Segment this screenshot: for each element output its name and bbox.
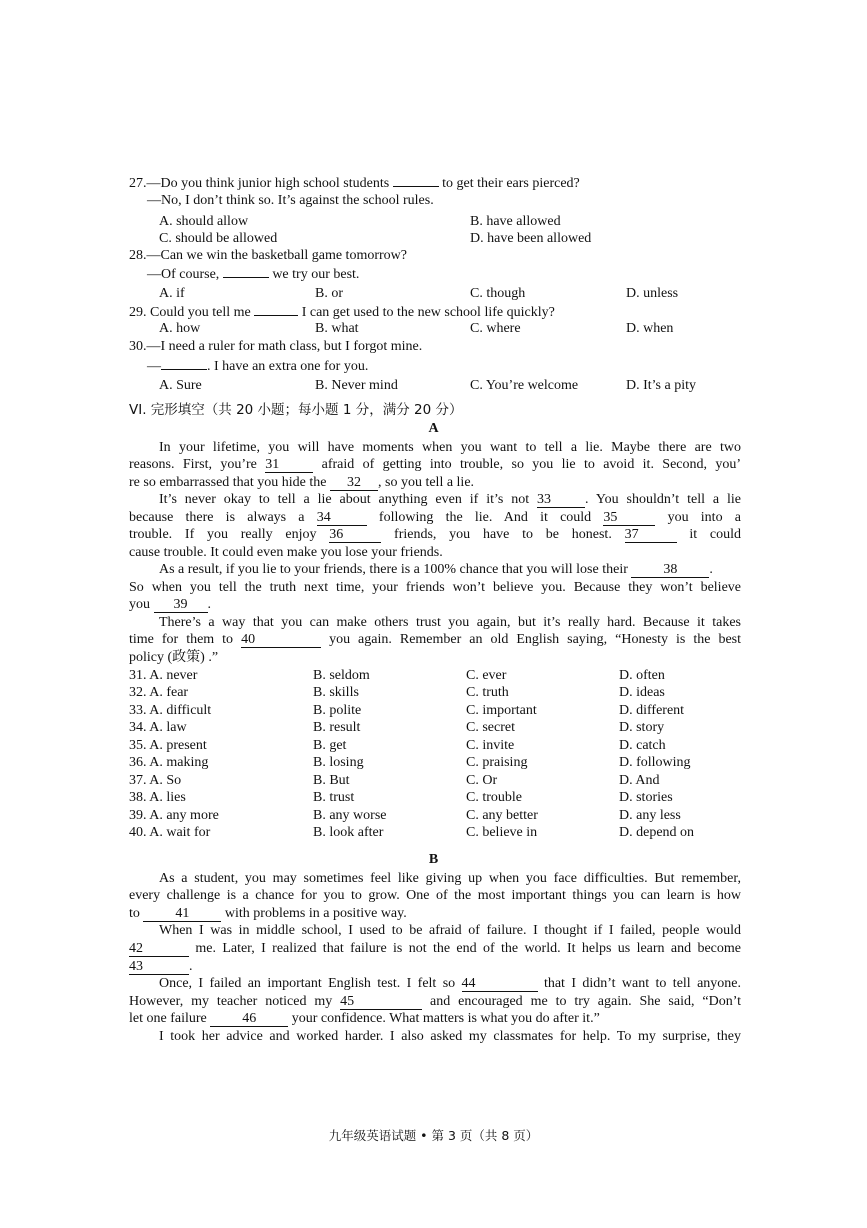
question-number: 30. — [129, 339, 147, 354]
question-27 — [129, 174, 580, 192]
option-row-36: 36. A. making — [129, 755, 209, 770]
passage-b-line: 43 . — [129, 959, 193, 974]
option-c: C. praising — [466, 755, 528, 770]
option-c: C. truth — [466, 685, 509, 700]
option-c: C. invite — [466, 738, 515, 753]
option-d: D. any less — [619, 808, 681, 823]
option-d: D. when — [626, 321, 674, 336]
option-row-31: 31. A. never — [129, 668, 198, 683]
passage-b-line: However, my teacher noticed my 45 and encouraged me to try again. She said, “Don’t — [129, 994, 741, 1009]
passage-b-line: every challenge is a chance for you to grow. One of the most important things you can learn is how — [129, 888, 741, 903]
option-c: C. should be allowed — [159, 231, 278, 246]
option-c: C. Or — [466, 773, 498, 788]
section-heading: VI. 完形填空（共 20 小题；每小题 1 分，满分 20 分） — [129, 402, 463, 418]
page-footer: 九年级英语试题 • 第 3 页（共 8 页） — [328, 1128, 539, 1143]
cloze-blank-36: 36 — [329, 528, 381, 543]
option-d: D. story — [619, 720, 665, 735]
option-b: B. losing — [313, 755, 364, 770]
cloze-blank-34: 34 — [317, 511, 367, 526]
option-c: C. ever — [466, 668, 507, 683]
option-b: B. get — [313, 738, 347, 753]
option-d: D. stories — [619, 790, 673, 805]
cloze-blank-31: 31 — [265, 458, 313, 473]
reply-text: we try our best. — [272, 267, 360, 282]
option-d: D. catch — [619, 738, 666, 753]
option-a: A. if — [159, 286, 185, 301]
option-b: B. or — [315, 286, 343, 301]
question-text: to get their ears pierced? — [442, 176, 580, 191]
option-b: B. skills — [313, 685, 359, 700]
passage-a-line: reasons. First, you’re 31 afraid of getting into trouble, so you lie to avoid it. Second, you’ — [129, 457, 742, 472]
option-row-38: 38. A. lies — [129, 790, 186, 805]
passage-b-line: When I was in middle school, I used to be afraid of failure. I thought if I failed, people would — [159, 923, 741, 938]
option-b: B. what — [315, 321, 359, 336]
part-a-heading: A — [428, 421, 439, 436]
option-d: D. unless — [626, 286, 679, 301]
question-27-reply: —No, I don’t think so. It’s against the school rules. — [147, 193, 434, 208]
option-row-34: 34. A. law — [129, 720, 187, 735]
passage-b-line: I took her advice and worked harder. I also asked my classmates for help. To my surprise, they — [159, 1029, 741, 1044]
passage-a-line: trouble. If you really enjoy 36 friends, you have to be honest. 37 it could — [129, 527, 742, 542]
option-row-32: 32. A. fear — [129, 685, 189, 700]
cloze-blank-37: 37 — [625, 528, 677, 543]
option-b: B. polite — [313, 703, 362, 718]
passage-b-line: As a student, you may sometimes feel like giving up when you face difficulties. But remember, — [159, 871, 741, 886]
question-30 — [129, 338, 422, 355]
answer-blank — [254, 303, 298, 316]
question-text: —I need a ruler for math class, but I forgot mine. — [146, 339, 423, 354]
option-row-39: 39. A. any more — [129, 808, 219, 823]
option-c: C. where — [470, 321, 521, 336]
passage-a-line: It’s never okay to tell a lie about anything even if it’s not 33 . You shouldn’t tell a lie — [159, 492, 741, 507]
passage-a-line: re so embarrassed that you hide the 32 , so you tell a lie. — [129, 475, 475, 490]
option-d: D. following — [619, 755, 691, 770]
answer-blank — [223, 265, 269, 278]
option-row-35: 35. A. present — [129, 738, 207, 753]
answer-blank — [161, 357, 207, 370]
passage-a-line: you 39 . — [129, 597, 211, 612]
option-row-37: 37. A. So — [129, 773, 182, 788]
passage-b-line: Once, I failed an important English test. I felt so 44 that I didn’t want to tell anyone. — [159, 976, 741, 991]
option-b: B. result — [313, 720, 361, 735]
option-b: B. have allowed — [470, 214, 561, 229]
cloze-blank-44: 44 — [462, 977, 538, 992]
option-c: C. secret — [466, 720, 515, 735]
passage-a-line: So when you tell the truth next time, your friends won’t believe you. Because they won’t believe — [129, 580, 741, 595]
cloze-blank-43: 43 — [129, 960, 189, 975]
passage-a-line: There’s a way that you can make others trust you again, but it’s really hard. Because it takes — [159, 615, 741, 630]
option-d: D. It’s a pity — [626, 378, 696, 393]
option-d: D. have been allowed — [470, 231, 592, 246]
option-b: B. trust — [313, 790, 355, 805]
passage-b-line: let one failure 46 your confidence. What matters is what you do after it.” — [129, 1011, 600, 1026]
option-d: D. ideas — [619, 685, 665, 700]
option-b: B. seldom — [313, 668, 370, 683]
cloze-blank-33: 33 — [537, 493, 585, 508]
question-text: —Can we win the basketball game tomorrow? — [146, 248, 407, 263]
cloze-blank-41: 41 — [143, 907, 221, 922]
question-text: I can get used to the new school life quickly? — [301, 305, 555, 320]
option-b: B. But — [313, 773, 350, 788]
reply-text: —Of course, — [147, 267, 220, 282]
question-number: 28. — [129, 248, 147, 263]
question-29 — [129, 303, 555, 321]
passage-a-line: policy (政策) .” — [129, 650, 219, 665]
option-b: B. Never mind — [315, 378, 398, 393]
reply-text: . I have an extra one for you. — [207, 359, 369, 374]
option-d: D. different — [619, 703, 685, 718]
cloze-blank-38: 38 — [631, 563, 709, 578]
question-30-reply: — . I have an extra one for you. — [147, 359, 369, 374]
cloze-blank-35: 35 — [603, 511, 655, 526]
passage-b-line: 42 me. Later, I realized that failure is not the end of the world. It helps us learn and become — [129, 941, 742, 956]
option-a: A. should allow — [159, 214, 249, 229]
option-d: D. depend on — [619, 825, 695, 840]
option-a: A. how — [159, 321, 201, 336]
passage-a-line: In your lifetime, you will have moments when you want to tell a lie. Maybe there are two — [159, 440, 741, 455]
cloze-blank-32: 32 — [330, 476, 378, 491]
option-c: C. important — [466, 703, 537, 718]
passage-a-line: cause trouble. It could even make you lose your friends. — [129, 545, 443, 560]
option-b: B. any worse — [313, 808, 387, 823]
option-row-33: 33. A. difficult — [129, 703, 212, 718]
part-b-heading: B — [428, 852, 439, 867]
question-number: 29. — [129, 305, 147, 320]
option-row-40: 40. A. wait for — [129, 825, 211, 840]
option-c: C. any better — [466, 808, 538, 823]
question-number: 27. — [129, 176, 147, 191]
option-d: D. And — [619, 773, 660, 788]
cloze-blank-45: 45 — [340, 995, 422, 1010]
cloze-blank-42: 42 — [129, 942, 189, 957]
option-b: B. look after — [313, 825, 384, 840]
question-28-reply — [147, 265, 359, 283]
passage-a-line: As a result, if you lie to your friends, there is a 100% chance that you will lose their 38 . — [159, 562, 713, 577]
option-c: C. believe in — [466, 825, 538, 840]
passage-a-line: because there is always a 34 following the lie. And it could 35 you into a — [129, 510, 741, 525]
option-c: C. trouble — [466, 790, 522, 805]
cloze-blank-40: 40 — [241, 633, 321, 648]
question-text: —Do you think junior high school students — [146, 176, 390, 191]
cloze-blank-46: 46 — [210, 1012, 288, 1027]
question-28 — [129, 247, 407, 264]
passage-a-line: time for them to 40 you again. Remember an old English saying, “Honesty is the best — [129, 632, 742, 647]
option-a: A. Sure — [159, 378, 202, 393]
cloze-blank-39: 39 — [154, 598, 208, 613]
answer-blank — [393, 174, 439, 187]
question-text: Could you tell me — [150, 305, 251, 320]
option-c: C. You’re welcome — [470, 378, 579, 393]
option-d: D. often — [619, 668, 665, 683]
option-c: C. though — [470, 286, 526, 301]
passage-b-line: to 41 with problems in a positive way. — [129, 906, 407, 921]
